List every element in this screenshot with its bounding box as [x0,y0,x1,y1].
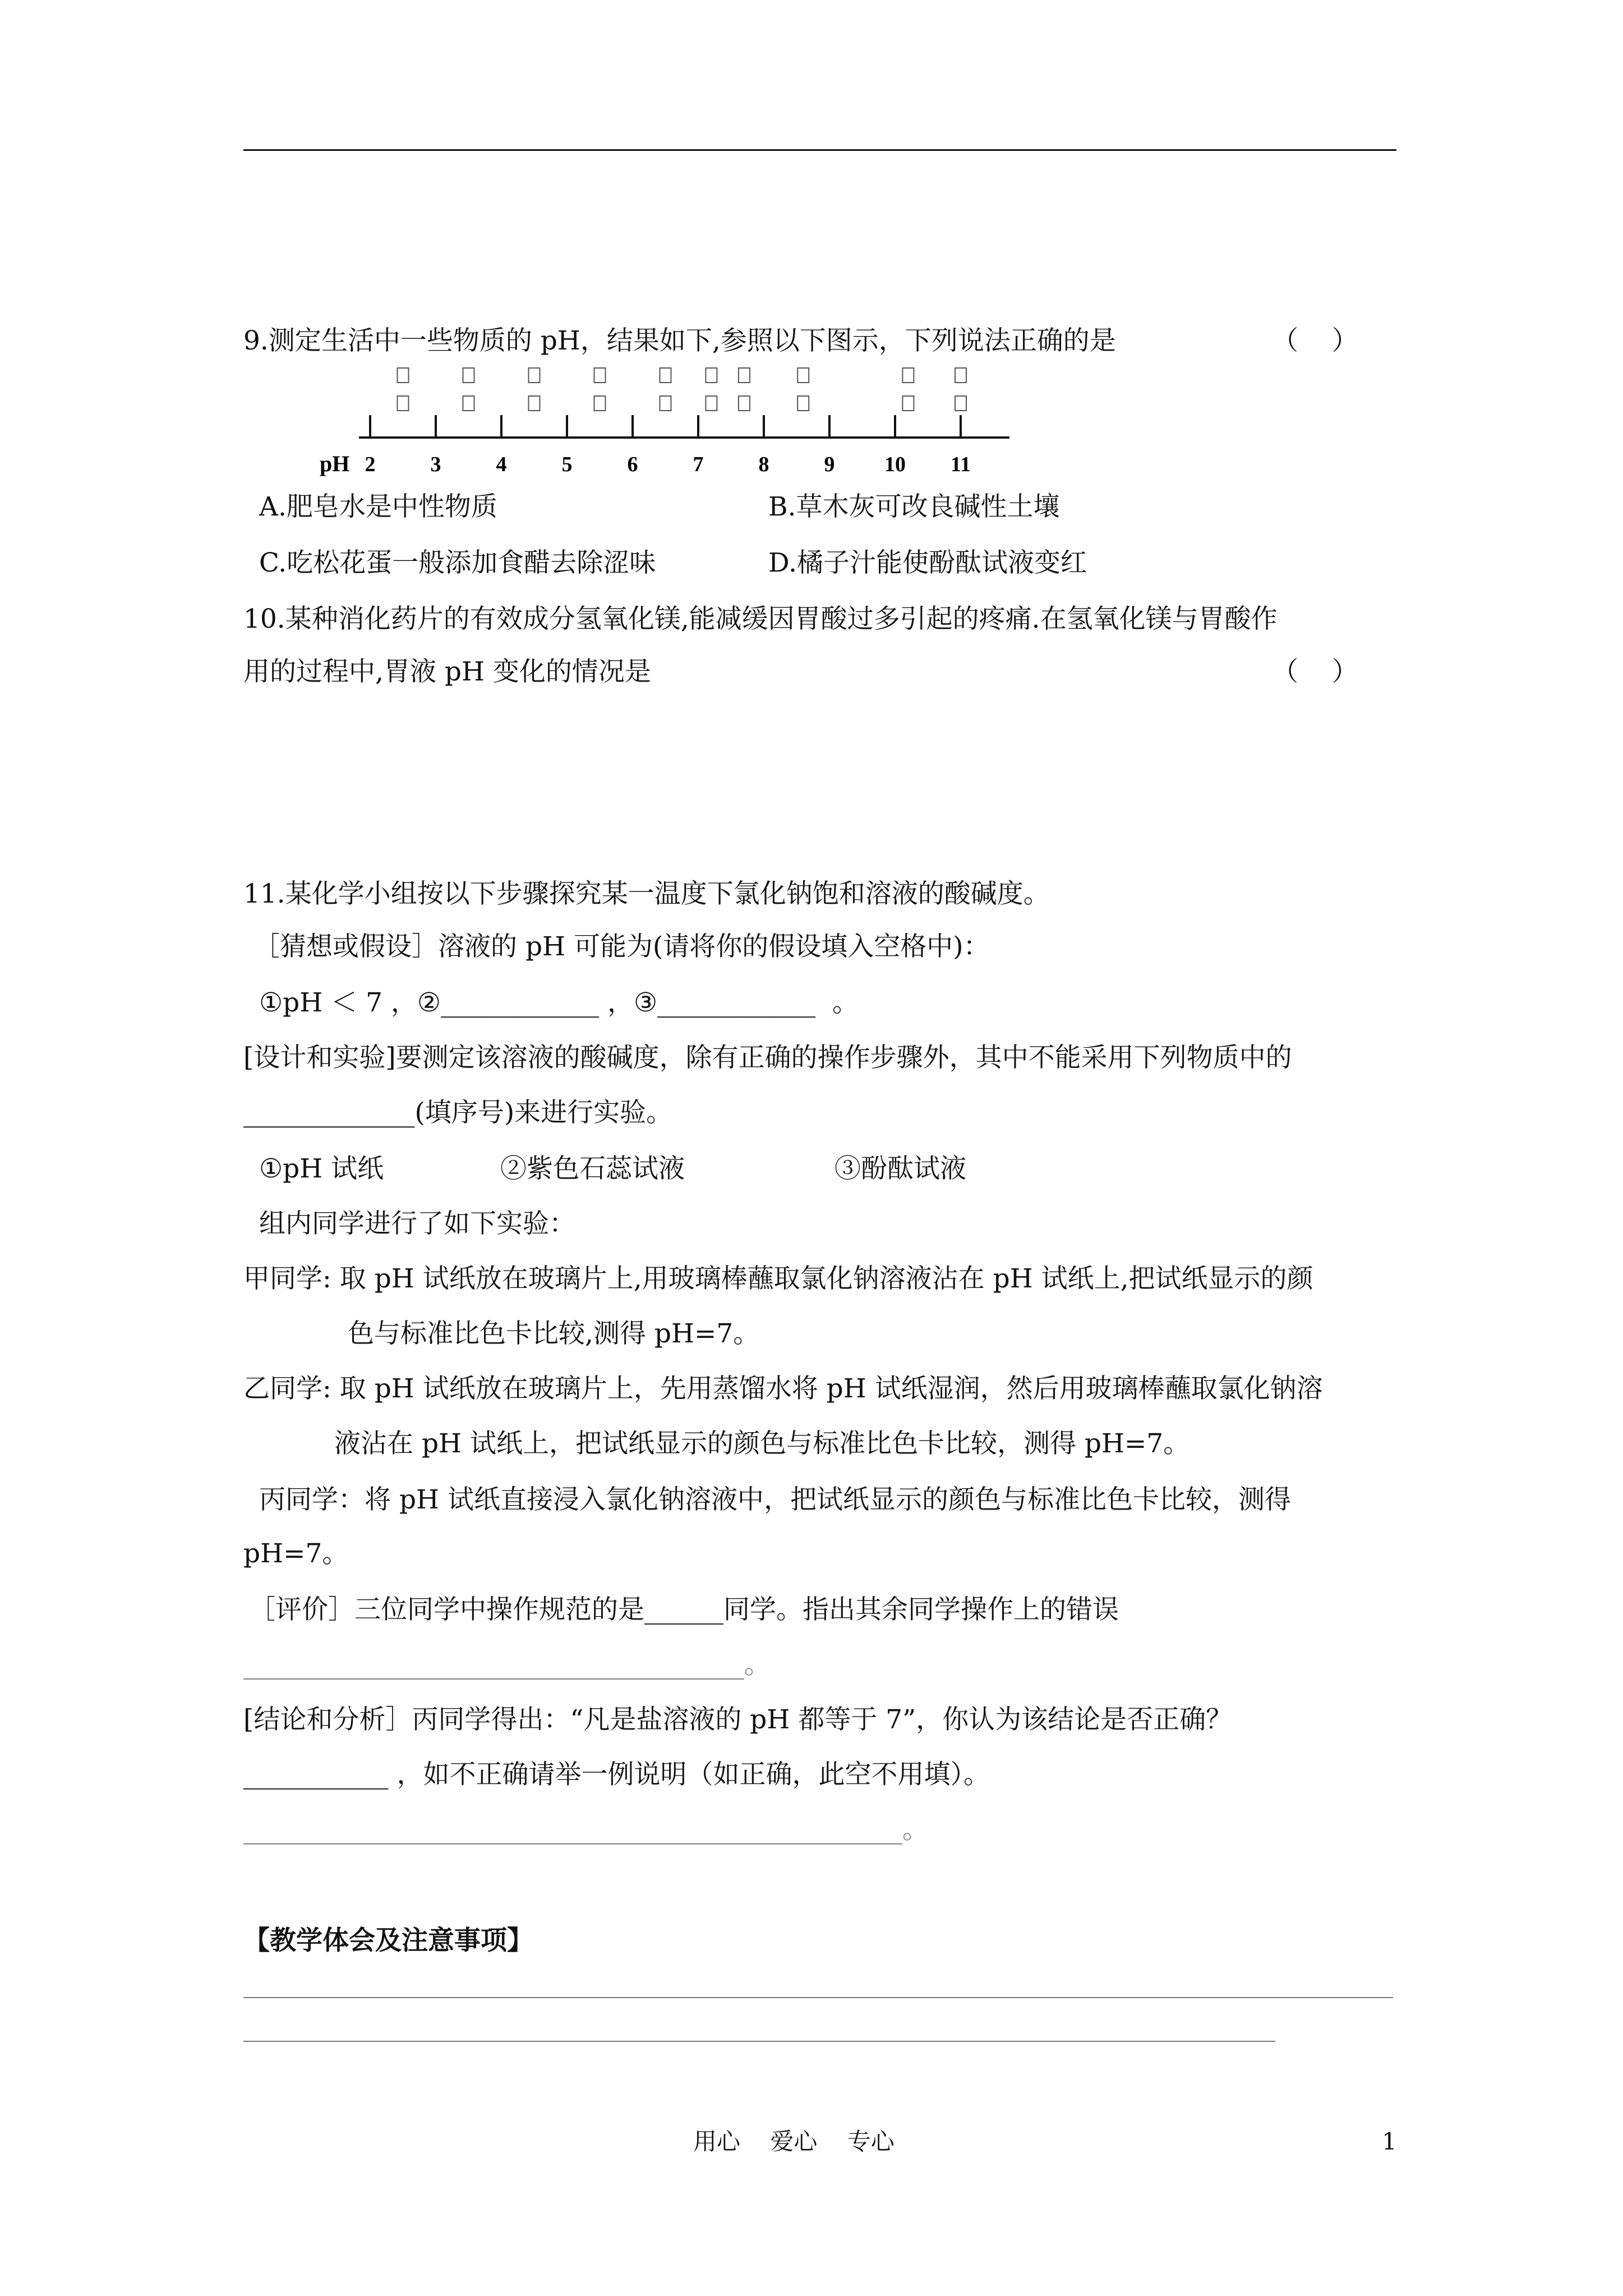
notes-blank-line-1 [243,1997,1393,1998]
q10-line1: 10.某种消化药片的有效成分氢氧化镁,能减缓因胃酸过多引起的疼痛.在氢氧化镁与胃酸作 [243,604,1278,634]
q9-answer-paren: （ ） [1272,325,1358,356]
q11-design-line1: [设计和实验]要测定该溶液的酸碱度，除有正确的操作步骤外，其中不能采用下列物质中的 [243,1042,1292,1073]
q11-student-jia-line2: 色与标准比色卡比较,测得 pH=7。 [348,1318,760,1349]
substance-marker-box [902,396,914,411]
ph-tick-label: 2 [365,453,376,476]
header-rule [243,149,1396,151]
substance-marker-box [594,396,606,411]
q11-conclusion-line3: __________________________________________________。 [243,1814,929,1845]
substance-marker-box [797,368,809,383]
q11-student-bing-line1: 丙同学：将 pH 试纸直接浸入氯化钠溶液中，把试纸显示的颜色与标准比色卡比较，测得 [259,1484,1291,1515]
q11-title: 11.某化学小组按以下步骤探究某一温度下氯化钠饱和溶液的酸碱度。 [243,878,1050,909]
substance-marker-box [463,368,474,383]
ph-tick-label: 11 [951,453,971,476]
q11-student-yi-line2: 液沾在 pH 试纸上，把试纸显示的颜色与标准比色卡比较，测得 pH=7。 [334,1428,1190,1459]
substance-marker-box [529,396,540,411]
q9-stem: 9.测定生活中一些物质的 pH，结果如下,参照以下图示，下列说法正确的是 [243,325,1116,356]
ph-tick-label: 8 [758,453,769,476]
substance-marker-box [902,368,914,383]
substance-marker-box [955,368,966,383]
ph-tick-label: 9 [824,453,835,476]
substance-marker-box [706,368,717,383]
footer-motto: 用心 爱心 专心 [693,2128,895,2155]
substance-marker-box [594,368,606,383]
q11-intro: 组内同学进行了如下实验： [259,1208,575,1239]
q9-option-c: C.吃松花蛋一般添加食醋去除涩味 [259,547,656,578]
q9-option-b: B.草木灰可改良碱性土壤 [768,491,1060,522]
substance-marker-box [955,396,966,411]
substance-marker-box [660,396,671,411]
q11-evaluation-line2: ______________________________________。 [243,1649,771,1680]
q11-material-3: ③酚酞试液 [834,1153,966,1184]
q11-conclusion-line1: [结论和分析］丙同学得出：“凡是盐溶液的 pH 都等于 7”，你认为该结论是否正确？ [243,1704,1233,1735]
notes-blank-line-2 [243,2041,1275,2042]
substance-marker-box [739,368,750,383]
q11-student-jia-line1: 甲同学: 取 pH 试纸放在玻璃片上,用玻璃棒蘸取氯化钠溶液沾在 pH 试纸上,把试纸显示的颜 [243,1263,1313,1294]
q11-evaluation-line1: ［评价］三位同学中操作规范的是______同学。指出其余同学操作上的错误 [249,1594,1119,1625]
ph-tick-label: 10 [884,453,906,476]
substance-marker-box [529,368,540,383]
ph-axis-label: pH [320,451,350,476]
ph-tick-label: 3 [430,453,441,476]
q11-student-yi-line1: 乙同学: 取 pH 试纸放在玻璃片上，先用蒸馏水将 pH 试纸湿润，然后用玻璃棒蘸取氯化钠溶 [243,1373,1323,1404]
ph-tick-label: 7 [693,453,704,476]
q11-material-2: ②紫色石蕊试液 [500,1153,685,1184]
substance-marker-box [463,396,474,411]
substance-marker-box [398,396,409,411]
q9-option-a: A.肥皂水是中性物质 [259,491,497,522]
ph-tick-label: 6 [627,453,638,476]
ph-tick-label: 5 [561,453,573,476]
substance-marker-box [739,396,750,411]
ph-tick-label: 4 [496,453,507,476]
q10-answer-paren: （ ） [1272,656,1358,687]
page-number: 1 [1382,2128,1397,2155]
substance-marker-box [706,396,717,411]
q9-option-d: D.橘子汁能使酚酞试液变红 [768,547,1087,578]
notes-heading: 【教学体会及注意事项】 [243,1925,533,1956]
substance-marker-box [660,368,671,383]
substance-marker-box [797,396,809,411]
q11-hypothesis: ［猜想或假设］溶液的 pH 可能为(请将你的假设填入空格中)： [253,931,990,962]
q11-material-1: ①pH 试纸 [259,1153,384,1184]
q11-hypothesis-options: ①pH ＜ 7 ，②____________ ，③____________ 。 [259,987,859,1018]
q10-line2: 用的过程中,胃液 pH 变化的情况是 [243,656,651,687]
q11-design-line2: _____________(填序号)来进行实验。 [243,1097,673,1128]
substance-marker-box [398,368,409,383]
ph-scale-figure [314,365,1021,477]
q11-conclusion-line2: ___________ ，如不正确请举一例说明（如正确，此空不用填）。 [243,1759,990,1790]
q11-student-bing-line2: pH=7。 [243,1538,349,1569]
